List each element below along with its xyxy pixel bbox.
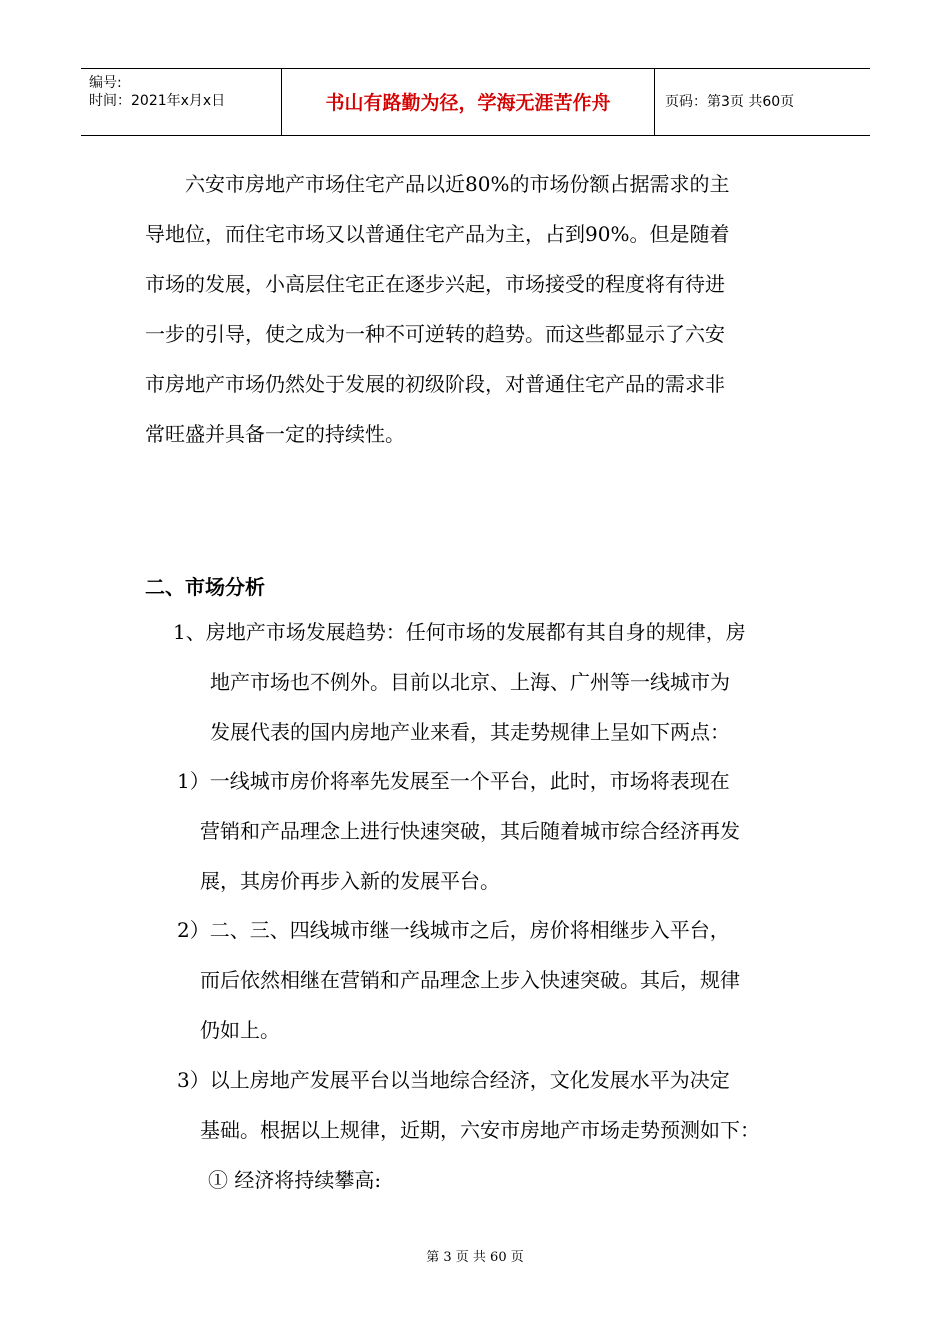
text-line: 六安市房地产市场住宅产品以近80%的市场份额占据需求的主 <box>185 172 730 196</box>
text-line: 仍如上。 <box>200 1018 280 1042</box>
section-heading: 二、市场分析 <box>145 575 265 599</box>
header-motto-cell <box>282 69 655 135</box>
number-label: 编号: <box>89 75 122 91</box>
header-left-cell <box>81 69 282 135</box>
text-line: 营销和产品理念上进行快速突破，其后随着城市综合经济再发 <box>200 819 740 843</box>
text-line: 市房地产市场仍然处于发展的初级阶段，对普通住宅产品的需求非 <box>145 372 725 396</box>
text-line: 展，其房价再步入新的发展平台。 <box>200 869 500 893</box>
circle-list-item: ① 经济将持续攀高: <box>208 1168 382 1192</box>
text-line: 1）一线城市房价将率先发展至一个平台，此时，市场将表现在 <box>177 769 730 793</box>
text-line: 基础。根据以上规律，近期，六安市房地产市场走势预测如下： <box>200 1118 760 1142</box>
date-line: 时间：2021年x月x日 <box>89 93 226 109</box>
text-line: 市场的发展，小高层住宅正在逐步兴起，市场接受的程度将有待进 <box>145 272 725 296</box>
page-header <box>81 68 870 136</box>
text-line: 1、房地产市场发展趋势：任何市场的发展都有其自身的规律，房 <box>173 620 746 644</box>
header-right-cell <box>655 69 870 135</box>
page-footer: 第 3 页 共 60 页 <box>426 1250 524 1265</box>
text-line: 3）以上房地产发展平台以当地综合经济，文化发展水平为决定 <box>177 1068 730 1092</box>
text-line: 导地位，而住宅市场又以普通住宅产品为主，占到90%。但是随着 <box>145 222 730 246</box>
text-line: 常旺盛并具备一定的持续性。 <box>145 422 405 446</box>
motto: 书山有路勤为径，学海无涯苦作舟 <box>325 92 611 114</box>
text-line: 而后依然相继在营销和产品理念上步入快速突破。其后，规律 <box>200 968 740 992</box>
text-line: 地产市场也不例外。目前以北京、上海、广州等一线城市为 <box>210 670 730 694</box>
text-line: 一步的引导，使之成为一种不可逆转的趋势。而这些都显示了六安 <box>145 322 725 346</box>
text-line: 发展代表的国内房地产业来看，其走势规律上呈如下两点： <box>210 720 730 744</box>
text-line: 2）二、三、四线城市继一线城市之后，房价将相继步入平台， <box>177 918 730 942</box>
page-info: 页码：第3页 共60页 <box>665 94 795 110</box>
